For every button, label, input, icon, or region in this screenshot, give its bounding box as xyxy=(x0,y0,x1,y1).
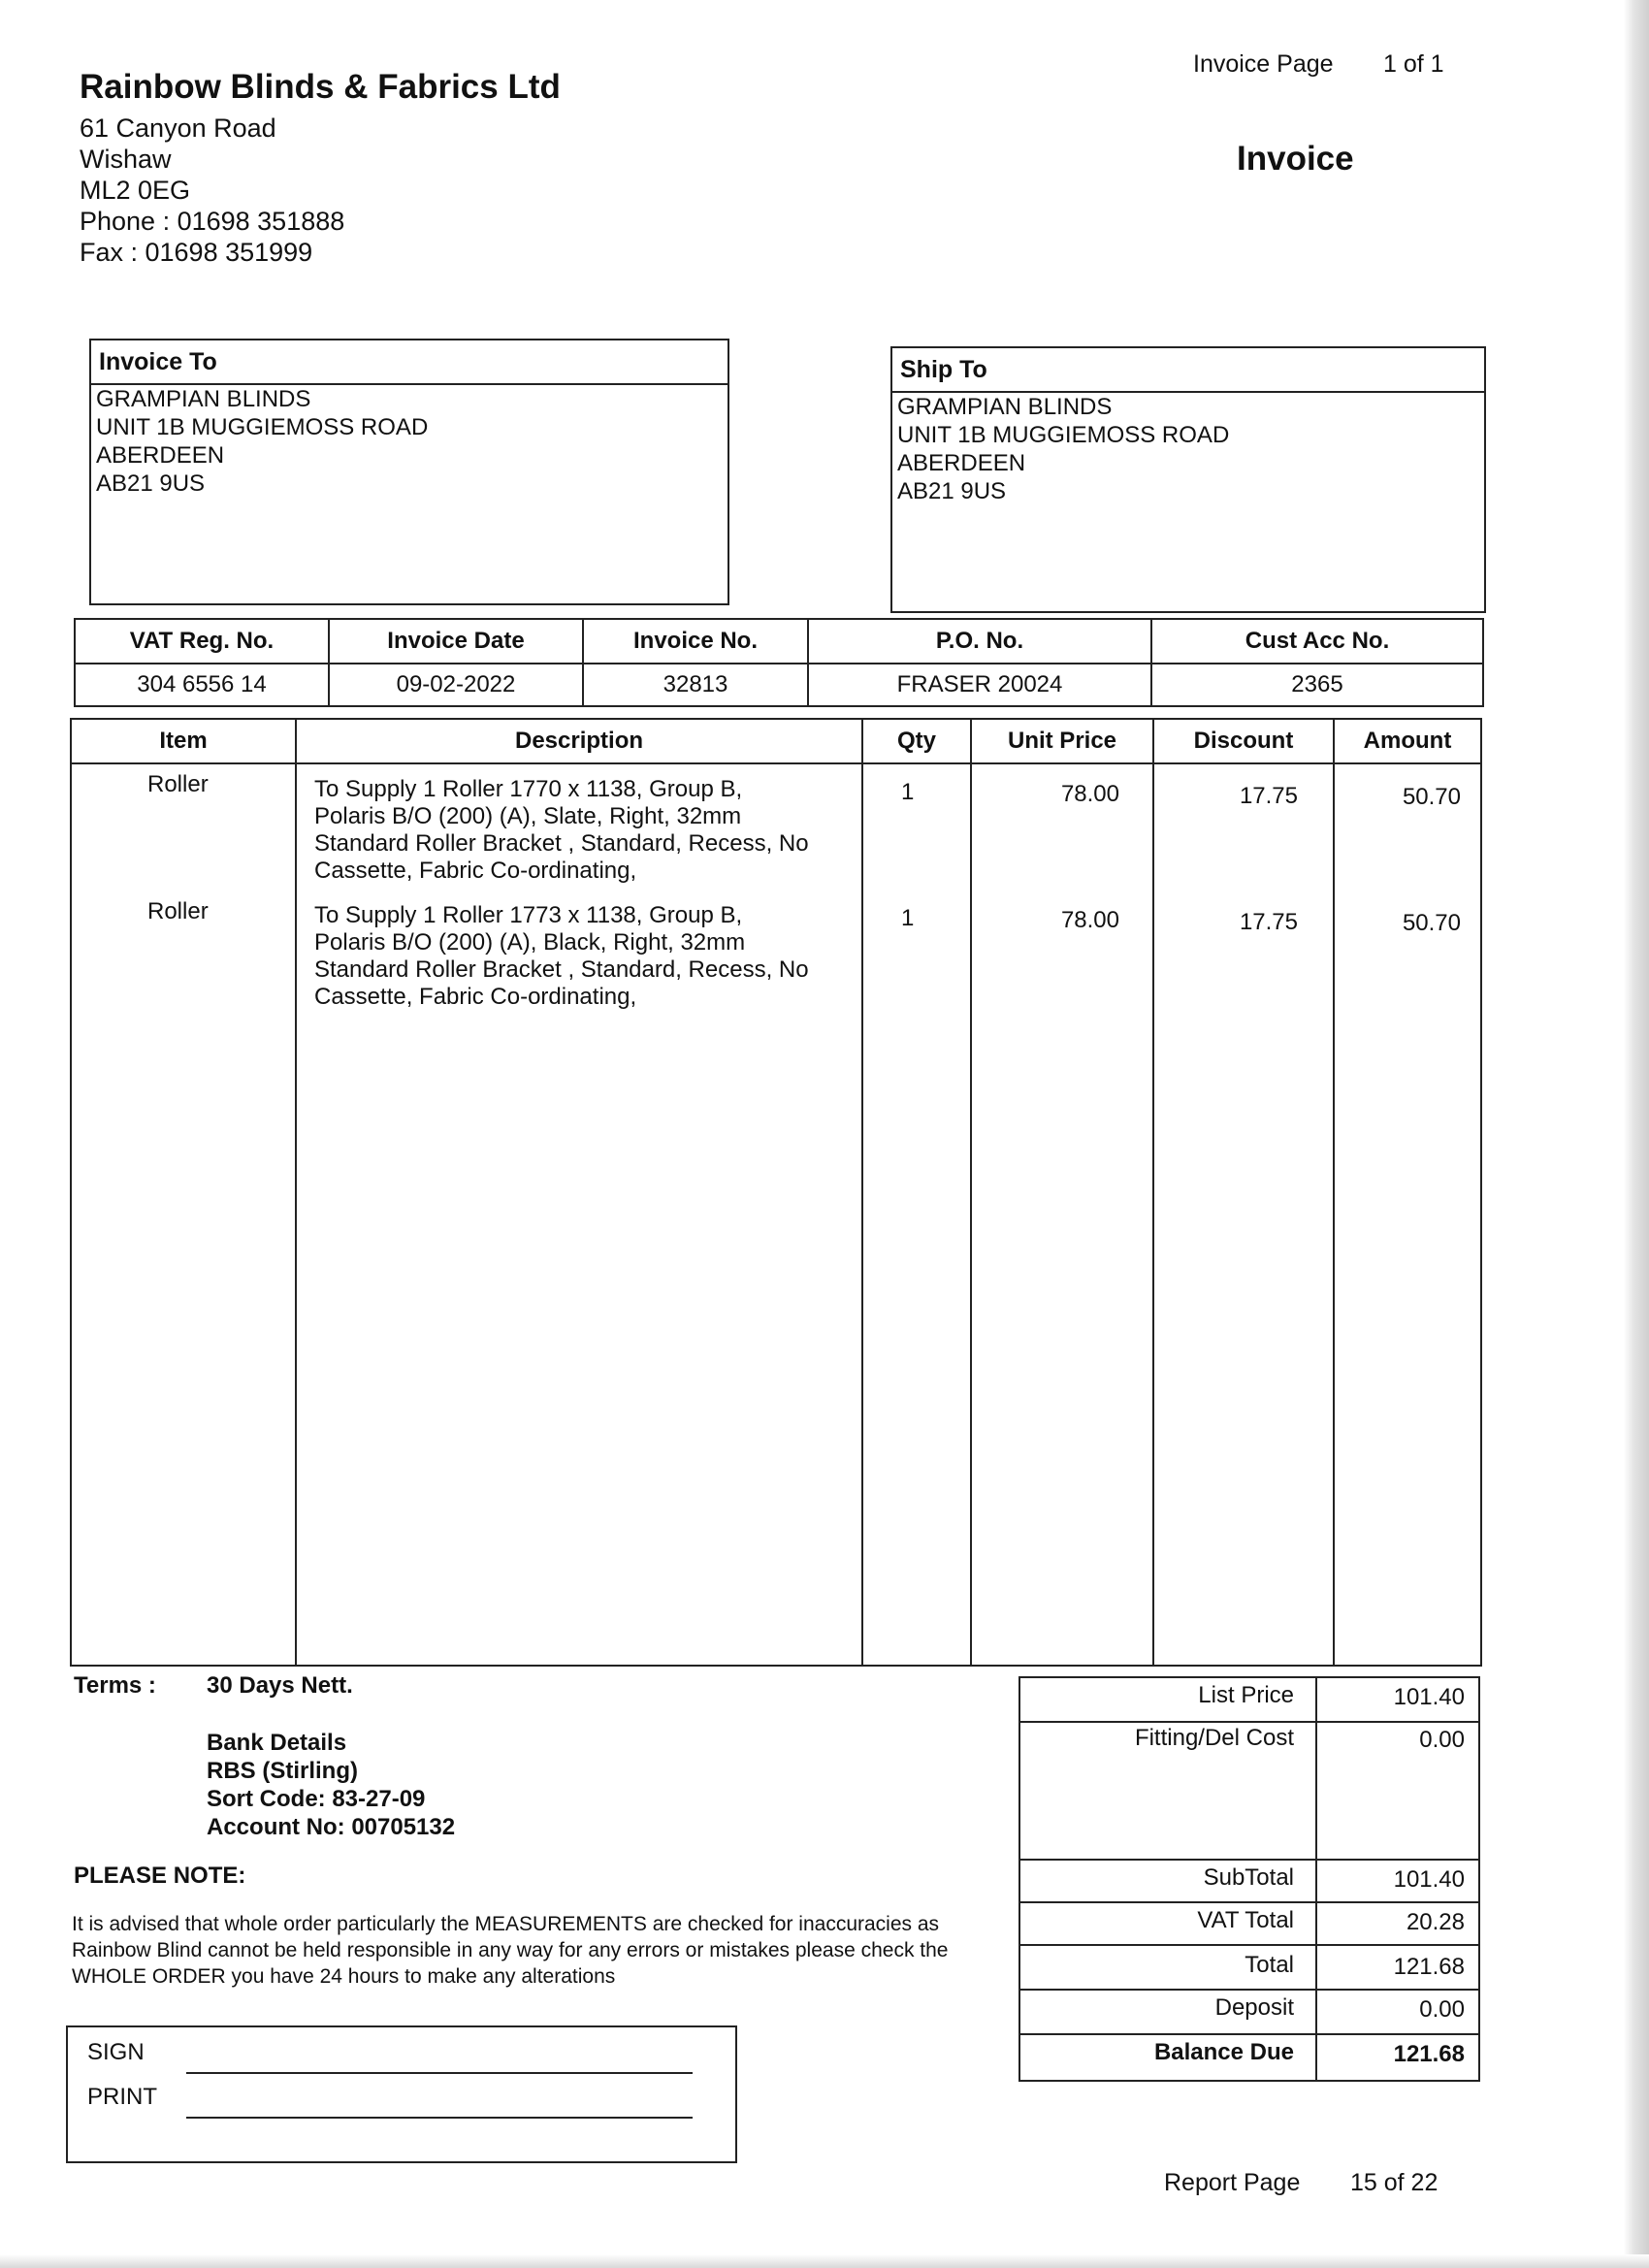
items-header-qty: Qty xyxy=(862,719,971,763)
item-row-2-description xyxy=(314,902,867,1011)
company-address-line: Wishaw xyxy=(80,145,172,174)
item-row-1-description xyxy=(314,776,867,885)
company-address-line: ML2 0EG xyxy=(80,176,191,205)
document-title: Invoice xyxy=(1237,140,1354,178)
total-value: 121.68 xyxy=(1393,1954,1465,1980)
print-line[interactable] xyxy=(186,2117,693,2119)
info-header-po: P.O. No. xyxy=(808,619,1151,664)
note-heading: PLEASE NOTE: xyxy=(74,1863,246,1889)
item-row-2-qty: 1 xyxy=(901,905,915,931)
vat-total-label: VAT Total xyxy=(1197,1907,1294,1933)
info-value-vat: 304 6556 14 xyxy=(75,664,329,706)
description-line: Standard Roller Bracket , Standard, Recess, No xyxy=(314,956,809,983)
invoice-to-line: UNIT 1B MUGGIEMOSS ROAD xyxy=(96,414,429,440)
signature-box xyxy=(66,2025,737,2163)
invoice-to-line: AB21 9US xyxy=(96,470,206,497)
items-header-item: Item xyxy=(71,719,296,763)
item-row-2-discount: 17.75 xyxy=(1239,909,1298,935)
company-phone: Phone : 01698 351888 xyxy=(80,207,345,236)
subtotal-value: 101.40 xyxy=(1393,1866,1465,1893)
invoice-page-number: 1 of 1 xyxy=(1383,50,1444,78)
company-fax: Fax : 01698 351999 xyxy=(80,238,313,267)
terms-label: Terms : xyxy=(74,1672,156,1699)
info-value-po: FRASER 20024 xyxy=(808,664,1151,706)
invoice-to-heading: Invoice To xyxy=(91,340,728,385)
sign-label: SIGN xyxy=(87,2039,145,2065)
ship-to-box xyxy=(890,346,1486,613)
item-row-2-unit-price: 78.00 xyxy=(1060,907,1119,933)
items-header-description: Description xyxy=(296,719,862,763)
deposit-value: 0.00 xyxy=(1419,1996,1465,2023)
company-address-line: 61 Canyon Road xyxy=(80,113,276,143)
balance-due-value: 121.68 xyxy=(1393,2041,1465,2067)
report-page-number: 15 of 22 xyxy=(1350,2169,1439,2196)
deposit-label: Deposit xyxy=(1214,1994,1294,2021)
description-line: To Supply 1 Roller 1770 x 1138, Group B, xyxy=(314,776,743,802)
item-row-1-amount: 50.70 xyxy=(1402,784,1461,810)
info-value-invoice-no: 32813 xyxy=(583,664,808,706)
item-row-1-discount: 17.75 xyxy=(1239,783,1298,809)
info-header-date: Invoice Date xyxy=(329,619,583,664)
description-line: Cassette, Fabric Co-ordinating, xyxy=(314,858,637,884)
items-header-unit-price: Unit Price xyxy=(971,719,1153,763)
info-value-cust-acc: 2365 xyxy=(1151,664,1483,706)
invoice-to-line: ABERDEEN xyxy=(96,442,225,469)
item-row-1-unit-price: 78.00 xyxy=(1060,781,1119,807)
vat-total-value: 20.28 xyxy=(1406,1909,1465,1935)
totals-box xyxy=(1018,1676,1480,2082)
description-line: Polaris B/O (200) (A), Slate, Right, 32mm xyxy=(314,803,742,829)
info-header-vat: VAT Reg. No. xyxy=(75,619,329,664)
company-name: Rainbow Blinds & Fabrics Ltd xyxy=(80,68,561,106)
items-header-discount: Discount xyxy=(1153,719,1334,763)
print-label: PRINT xyxy=(87,2084,157,2110)
ship-to-line: GRAMPIAN BLINDS xyxy=(897,394,1113,420)
subtotal-label: SubTotal xyxy=(1203,1864,1294,1891)
scan-bottom-shadow xyxy=(0,2254,1649,2268)
item-row-2-item: Roller xyxy=(147,898,209,924)
sign-line[interactable] xyxy=(186,2072,693,2074)
ship-to-line: UNIT 1B MUGGIEMOSS ROAD xyxy=(897,422,1230,448)
terms-value: 30 Days Nett. xyxy=(207,1672,353,1699)
fitting-cost-label: Fitting/Del Cost xyxy=(1134,1725,1294,1751)
description-line: Cassette, Fabric Co-ordinating, xyxy=(314,984,637,1010)
item-row-1-item: Roller xyxy=(147,771,209,797)
invoice-info-table xyxy=(74,618,1484,707)
items-header-amount: Amount xyxy=(1334,719,1481,763)
report-page-label: Report Page xyxy=(1164,2169,1301,2196)
description-line: To Supply 1 Roller 1773 x 1138, Group B, xyxy=(314,902,743,928)
bank-details-heading: Bank Details xyxy=(207,1730,347,1756)
invoice-to-box xyxy=(89,339,729,605)
bank-sort-code: Sort Code: 83-27-09 xyxy=(207,1786,426,1812)
ship-to-line: AB21 9US xyxy=(897,478,1007,504)
item-row-1-qty: 1 xyxy=(901,779,915,805)
item-row-2-amount: 50.70 xyxy=(1402,910,1461,936)
info-header-cust-acc: Cust Acc No. xyxy=(1151,619,1483,664)
description-line: Standard Roller Bracket , Standard, Recess, No xyxy=(314,830,809,857)
info-header-invoice-no: Invoice No. xyxy=(583,619,808,664)
total-label: Total xyxy=(1245,1952,1294,1978)
bank-account-no: Account No: 00705132 xyxy=(207,1814,456,1840)
bank-name: RBS (Stirling) xyxy=(207,1758,358,1784)
ship-to-line: ABERDEEN xyxy=(897,450,1026,476)
note-text: It is advised that whole order particularly the MEASUREMENTS are checked for inaccuracies as Rainbow Blind cannot be held responsible in any way for any errors or mistakes please check the WHOLE ORDER you have 24 hours to make any alterations xyxy=(72,1913,949,1988)
description-line: Polaris B/O (200) (A), Black, Right, 32mm xyxy=(314,929,746,956)
scan-edge-shadow xyxy=(1624,0,1649,2268)
info-value-date: 09-02-2022 xyxy=(329,664,583,706)
fitting-cost-value: 0.00 xyxy=(1419,1727,1465,1753)
balance-due-label: Balance Due xyxy=(1153,2039,1294,2065)
ship-to-heading: Ship To xyxy=(892,348,1484,393)
invoice-to-line: GRAMPIAN BLINDS xyxy=(96,386,311,412)
list-price-value: 101.40 xyxy=(1393,1684,1465,1710)
invoice-page-label: Invoice Page xyxy=(1193,50,1334,78)
list-price-label: List Price xyxy=(1198,1682,1294,1708)
